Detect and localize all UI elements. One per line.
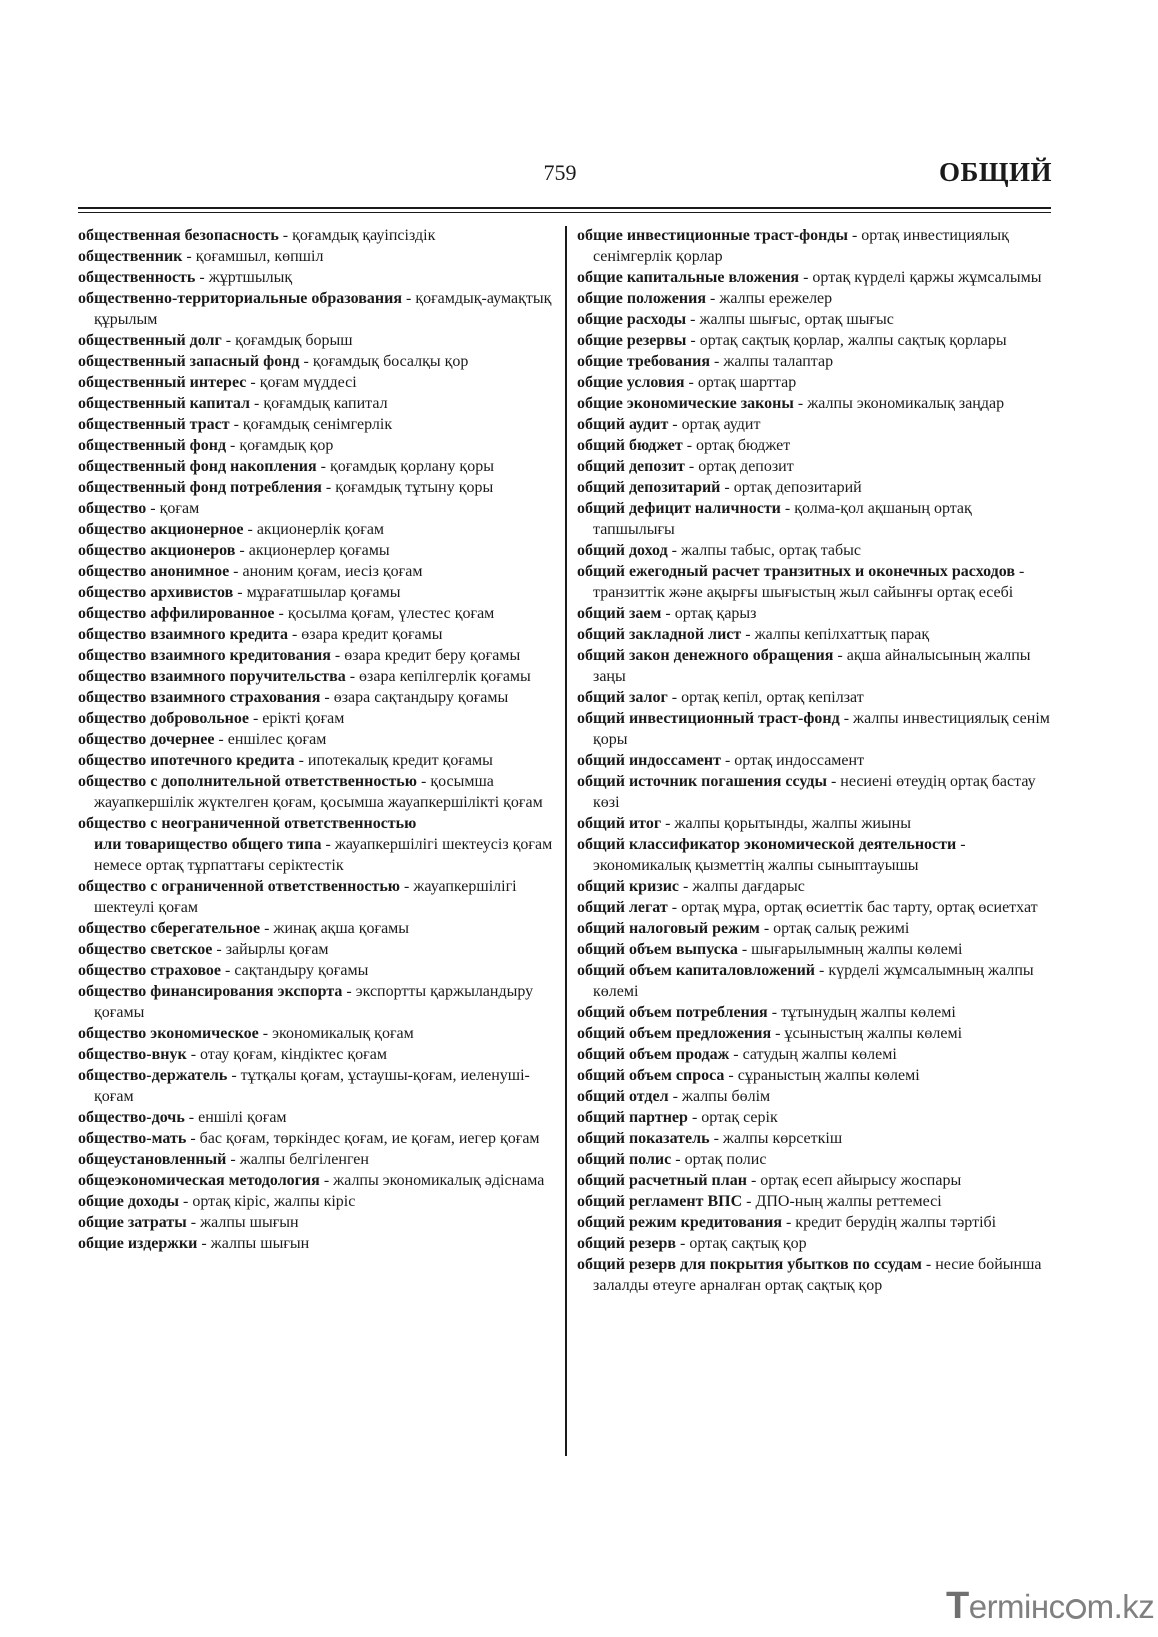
entry-translation: - еншілі қоғам (184, 1109, 287, 1126)
dictionary-entry (78, 246, 560, 267)
entry-term: общий депозит (577, 458, 685, 475)
dictionary-entry (78, 1023, 560, 1044)
dictionary-entry (577, 876, 1057, 897)
entry-translation: - жалпы шығыс, ортақ шығыс (686, 311, 894, 328)
dictionary-entry (78, 540, 560, 561)
entry-term: общий объем спроса (577, 1067, 725, 1084)
entry-term: общие резервы (577, 332, 687, 349)
dictionary-entry (577, 561, 1057, 603)
left-column (78, 225, 560, 1254)
dictionary-entry (577, 225, 1057, 267)
dictionary-entry (577, 267, 1057, 288)
dictionary-entry (577, 1191, 1057, 1212)
entry-term: общественный интерес (78, 374, 247, 391)
dictionary-entry (78, 1170, 560, 1191)
entry-term: общий полис (577, 1151, 672, 1168)
dictionary-entry (78, 939, 560, 960)
page-number: 759 (543, 160, 577, 185)
dictionary-entry (78, 645, 560, 666)
entry-translation: - аноним қоғам, иесіз қоғам (229, 563, 423, 580)
dictionary-entry (577, 918, 1057, 939)
entry-term: общественный фонд потребления (78, 479, 322, 496)
entry-term: общий объем предложения (577, 1025, 772, 1042)
entry-translation: - өзара кредит беру қоғамы (330, 647, 521, 664)
entry-term: общий объем капиталовложений (577, 962, 816, 979)
entry-term: общественный капитал (78, 395, 251, 412)
entry-translation: - ортақ шарттар (684, 374, 797, 391)
entry-term: общие затраты (78, 1214, 187, 1231)
dictionary-entry (78, 225, 560, 246)
entry-term: общественность (78, 269, 196, 286)
dictionary-entry (577, 393, 1057, 414)
entry-translation: - қоғамшыл, көпшіл (182, 248, 324, 265)
dictionary-entry (577, 897, 1057, 918)
entry-translation: - ортақ есеп айырысу жоспары (746, 1172, 962, 1189)
entry-translation: - ұсыныстың жалпы көлемі (771, 1025, 963, 1042)
entry-term: общий заем (577, 605, 662, 622)
dictionary-entry (78, 834, 560, 876)
entry-term: общий кризис (577, 878, 680, 895)
entry-translation: - қоғамдық қор (226, 437, 334, 454)
entry-term: общество взаимного кредита (78, 626, 288, 643)
dictionary-entry (577, 645, 1057, 687)
entry-term: общий индоссамент (577, 752, 721, 769)
entry-term: или товарищество общего типа (94, 836, 322, 853)
dictionary-entry (78, 750, 560, 771)
entry-term: общество дочернее (78, 731, 215, 748)
dictionary-entry (78, 1065, 560, 1107)
dictionary-entry (78, 708, 560, 729)
entry-term: общий закладной лист (577, 626, 742, 643)
dictionary-entry (78, 435, 560, 456)
dictionary-entry (577, 1128, 1057, 1149)
entry-translation: - қосымша жауапкершілік жүктелген қоғам, қосымша жауапкершілікті қоғам (94, 773, 543, 811)
entry-term: общество добровольное (78, 710, 249, 727)
dictionary-entry (577, 771, 1057, 813)
dictionary-entry (577, 435, 1057, 456)
entry-translation: - несие бойынша залалды өтеуге арналған ортақ сақтық қор (593, 1256, 1042, 1294)
right-column (577, 225, 1057, 1296)
entry-term: общий бюджет (577, 437, 683, 454)
dictionary-entry (577, 1065, 1057, 1086)
entry-term: общество архивистов (78, 584, 234, 601)
dictionary-entry (577, 1086, 1057, 1107)
entry-translation: - сатудың жалпы көлемі (729, 1046, 897, 1063)
entry-term: общий инвестиционный траст-фонд (577, 710, 840, 727)
dictionary-entry (78, 960, 560, 981)
entry-translation: - қосылма қоғам, үлестес қоғам (274, 605, 495, 622)
entry-term: общий ежегодный расчет транзитных и оконечных расходов (577, 563, 1015, 580)
entry-translation: - жалпы шығын (186, 1214, 299, 1231)
dictionary-entry (577, 309, 1057, 330)
entry-term: общеустановленный (78, 1151, 227, 1168)
entry-translation: - қоғамдық босалқы қор (299, 353, 469, 370)
dictionary-entry (78, 1233, 560, 1254)
entry-translation: - ортақ қарыз (661, 605, 757, 622)
entry-translation: - қоғамдық сенімгерлік (229, 416, 393, 433)
entry-translation: - қоғамдық капитал (250, 395, 388, 412)
entry-term: общество с ограниченной ответственностью (78, 878, 401, 895)
entry-term: общество финансирования экспорта (78, 983, 343, 1000)
entry-translation: - ортақ күрделі қаржы жұмсалымы (799, 269, 1042, 286)
dictionary-entry (78, 582, 560, 603)
entry-term: общий объем выпуска (577, 941, 738, 958)
entry-term: общие капитальные вложения (577, 269, 800, 286)
entry-translation: - қоғамдық тұтыну қоры (321, 479, 494, 496)
dictionary-entry (78, 813, 560, 834)
watermark-part2: m.kz (1086, 1588, 1155, 1625)
entry-translation: - жауапкершілігі шектеусіз қоғам немесе ортақ тұрпаттағы серіктестік (94, 836, 553, 874)
entry-translation: - қоғам мүддесі (246, 374, 357, 391)
dictionary-entry (78, 456, 560, 477)
header-rule-thick (78, 207, 1051, 209)
dictionary-entry (577, 960, 1057, 1002)
entry-term: общество (78, 500, 147, 517)
entry-term: общий источник погашения ссуды (577, 773, 827, 790)
entry-term: общий показатель (577, 1130, 710, 1147)
dictionary-entry (78, 729, 560, 750)
dictionary-entry (78, 876, 560, 918)
entry-term: общество акционерное (78, 521, 244, 538)
dictionary-entry (78, 351, 560, 372)
entry-translation: - ортақ полис (671, 1151, 767, 1168)
entry-translation: - ортақ бюджет (682, 437, 791, 454)
entry-term: общественник (78, 248, 183, 265)
entry-translation: - ақша айналысының жалпы заңы (593, 647, 1031, 685)
entry-term: общественный фонд накопления (78, 458, 317, 475)
entry-translation: - экономикалық қоғам (258, 1025, 414, 1042)
entry-translation: - еншілес қоғам (214, 731, 327, 748)
entry-term: общий дефицит наличности (577, 500, 781, 517)
entry-term: общеэкономическая методология (78, 1172, 320, 1189)
dictionary-entry (577, 1212, 1057, 1233)
watermark-part1: ermінс (968, 1588, 1065, 1625)
entry-term: общество с дополнительной ответственностью (78, 773, 417, 790)
dictionary-entry (577, 687, 1057, 708)
dictionary-entry (577, 456, 1057, 477)
entry-translation: - ортақ сақтық қор (676, 1235, 807, 1252)
dictionary-entry (78, 477, 560, 498)
dictionary-entry (78, 414, 560, 435)
entry-term: общий итог (577, 815, 662, 832)
dictionary-entry (577, 939, 1057, 960)
dictionary-entry (78, 918, 560, 939)
entry-translation: - тұтқалы қоғам, ұстаушы-қоғам, иеленуші-қоғам (94, 1067, 530, 1105)
dictionary-entry (78, 666, 560, 687)
entry-translation: - қоғамдық қорлану қоры (316, 458, 494, 475)
entry-translation: - жалпы экономикалық заңдар (793, 395, 1005, 412)
dictionary-entry (577, 1044, 1057, 1065)
dictionary-entry (577, 603, 1057, 624)
dictionary-entry (577, 372, 1057, 393)
entry-translation: - жалпы инвестициялық сенім қоры (593, 710, 1050, 748)
entry-translation: - сұраныстың жалпы көлемі (724, 1067, 920, 1084)
entry-translation: - кредит берудің жалпы тәртібі (781, 1214, 997, 1231)
dictionary-entry (78, 1191, 560, 1212)
entry-term: общественный траст (78, 416, 230, 433)
entry-translation: - ортақ индоссамент (720, 752, 865, 769)
dictionary-entry (577, 477, 1057, 498)
entry-term: общий резерв (577, 1235, 677, 1252)
entry-term: общий объем потребления (577, 1004, 768, 1021)
entry-term: общий доход (577, 542, 668, 559)
dictionary-entry (78, 771, 560, 813)
entry-translation: - бас қоғам, төркіндес қоғам, ие қоғам, иегер қоғам (186, 1130, 540, 1147)
entry-translation: - жалпы ережелер (706, 290, 833, 307)
dictionary-entry (577, 750, 1057, 771)
entry-term: общие расходы (577, 311, 687, 328)
entry-translation: - ортақ депозит (684, 458, 794, 475)
entry-term: общий закон денежного обращения (577, 647, 834, 664)
dictionary-entry (78, 267, 560, 288)
entry-translation: - ерікті қоғам (248, 710, 345, 727)
entry-translation: - жалпы табыс, ортақ табыс (667, 542, 862, 559)
entry-translation: - өзара кредит қоғамы (287, 626, 443, 643)
dictionary-entry (78, 603, 560, 624)
entry-translation: - тұтынудың жалпы көлемі (767, 1004, 956, 1021)
dictionary-entry (78, 561, 560, 582)
entry-term: общие требования (577, 353, 711, 370)
dictionary-entry (78, 1107, 560, 1128)
entry-translation: - ортақ сақтық қорлар, жалпы сақтық қорлары (686, 332, 1007, 349)
entry-term: общие доходы (78, 1193, 180, 1210)
entry-term: общество сберегательное (78, 920, 261, 937)
entry-term: общие издержки (78, 1235, 198, 1252)
entry-translation: - жалпы экономикалық әдіснама (319, 1172, 545, 1189)
entry-translation: - акционерлер қоғамы (235, 542, 390, 559)
entry-term: общий классификатор экономической деятельности (577, 836, 957, 853)
entry-term: общество акционеров (78, 542, 236, 559)
dictionary-entry (78, 1212, 560, 1233)
entry-translation: - жауапкершілігі шектеулі қоғам (94, 878, 517, 916)
dictionary-entry (577, 1149, 1057, 1170)
entry-translation: - жинақ ақша қоғамы (260, 920, 410, 937)
entry-term: общий партнер (577, 1109, 688, 1126)
dictionary-entry (577, 1107, 1057, 1128)
entry-translation: - ДПО-ның жалпы реттемесі (742, 1193, 942, 1210)
entry-translation: - экспортты қаржыландыру қоғамы (94, 983, 534, 1021)
entry-translation: - экономикалық қызметтің жалпы сыныптауышы (593, 836, 966, 874)
watermark-text (946, 1585, 1154, 1628)
entry-translation: - қоғамдық қауіпсіздік (278, 227, 436, 244)
entry-term: общественный долг (78, 332, 222, 349)
dictionary-entry (78, 1044, 560, 1065)
dictionary-entry (577, 1233, 1057, 1254)
entry-translation: - жалпы бөлім (668, 1088, 771, 1105)
entry-term: общий легат (577, 899, 668, 916)
entry-term: общий отдел (577, 1088, 669, 1105)
dictionary-entry (78, 330, 560, 351)
dictionary-entry (78, 498, 560, 519)
entry-translation: - ортақ кепіл, ортақ кепілзат (667, 689, 864, 706)
entry-translation: - ортақ салық режимі (759, 920, 910, 937)
dictionary-entry (78, 519, 560, 540)
entry-term: общие инвестиционные траст-фонды (577, 227, 848, 244)
entry-translation: - жалпы көрсеткіш (709, 1130, 843, 1147)
entry-translation: - өзара сақтандыру қоғамы (320, 689, 509, 706)
entry-term: общество ипотечного кредита (78, 752, 295, 769)
dictionary-entry (78, 393, 560, 414)
entry-translation: - қоғам (146, 500, 200, 517)
dictionary-entry (78, 1149, 560, 1170)
entry-term: общественная безопасность (78, 227, 279, 244)
entry-translation: - ипотекалық кредит қоғамы (294, 752, 493, 769)
dictionary-entry (577, 330, 1057, 351)
entry-term: общественный запасный фонд (78, 353, 300, 370)
dictionary-entry (78, 981, 560, 1023)
dictionary-entry (577, 288, 1057, 309)
entry-term: общество-дочь (78, 1109, 185, 1126)
dictionary-entry (577, 540, 1057, 561)
entry-term: общество страховое (78, 962, 221, 979)
dictionary-entry (577, 1002, 1057, 1023)
entry-translation: - транзиттік және ақырғы шығыстың жыл сайынғы ортақ есебі (593, 563, 1025, 601)
entry-translation: - ортақ аудит (668, 416, 761, 433)
dictionary-entry (577, 414, 1057, 435)
entry-translation: - мұрағатшылар қоғамы (233, 584, 401, 601)
entry-term: общий резерв для покрытия убытков по ссудам (577, 1256, 922, 1273)
entry-term: общий депозитарий (577, 479, 721, 496)
entry-translation: - жалпы дағдарыс (679, 878, 805, 895)
entry-translation: - жалпы белгіленген (226, 1151, 369, 1168)
header-rule-thin (78, 212, 1051, 213)
watermark-logo (946, 1585, 1155, 1629)
entry-translation: - сақтандыру қоғамы (220, 962, 369, 979)
dictionary-entry (78, 288, 560, 330)
dictionary-entry (577, 351, 1057, 372)
dictionary-entry (577, 813, 1057, 834)
entry-translation: - жалпы қорытынды, жалпы жиыны (661, 815, 911, 832)
dictionary-entry (78, 372, 560, 393)
entry-translation: - ортақ депозитарий (720, 479, 862, 496)
column-divider (565, 226, 567, 1456)
entry-term: общество взаимного кредитования (78, 647, 331, 664)
entry-translation: - зайырлы қоғам (212, 941, 329, 958)
dictionary-entry (577, 708, 1057, 750)
entry-term: общий объем продаж (577, 1046, 730, 1063)
entry-term: общество анонимное (78, 563, 230, 580)
running-head: ОБЩИЙ (938, 157, 1052, 187)
entry-term: общий залог (577, 689, 668, 706)
entry-term: общий регламент ВПС (577, 1193, 743, 1210)
entry-translation: - жалпы кепілхаттық парақ (741, 626, 930, 643)
entry-term: общий аудит (577, 416, 669, 433)
entry-term: общие положения (577, 290, 706, 307)
entry-term: общество взаимного поручительства (78, 668, 346, 685)
entry-translation: - ортақ мұра, ортақ өсиеттік бас тарту, ортақ өсиетхат (667, 899, 1038, 916)
entry-term: общий расчетный план (577, 1172, 747, 1189)
entry-translation: - қолма-қол ақшаның ортақ тапшылығы (593, 500, 972, 538)
entry-term: общество-держатель (78, 1067, 228, 1084)
entry-term: общество-внук (78, 1046, 187, 1063)
entry-term: общий налоговый режим (577, 920, 760, 937)
entry-translation: - жұртшылық (195, 269, 293, 286)
dictionary-entry (577, 834, 1057, 876)
entry-translation: - несиені өтеудің ортақ бастау көзі (593, 773, 1036, 811)
entry-term: общие экономические законы (577, 395, 794, 412)
entry-term: общественно-территориальные образования (78, 290, 402, 307)
entry-translation: - қоғамдық борыш (221, 332, 353, 349)
entry-translation: - шығарылымның жалпы көлемі (737, 941, 963, 958)
dictionary-entry (577, 1170, 1057, 1191)
watermark-first-letter: T (946, 1585, 969, 1627)
dictionary-entry (577, 1254, 1057, 1296)
dictionary-entry (78, 624, 560, 645)
dictionary-entry (78, 1128, 560, 1149)
watermark-o-circle (1066, 1599, 1086, 1619)
entry-term: общество взаимного страхования (78, 689, 321, 706)
entry-translation: - жалпы талаптар (710, 353, 834, 370)
entry-translation: - өзара кепілгерлік қоғамы (345, 668, 531, 685)
dictionary-entry (577, 1023, 1057, 1044)
entry-term: общество экономическое (78, 1025, 259, 1042)
entry-term: общество светское (78, 941, 213, 958)
entry-term: общество-мать (78, 1130, 187, 1147)
entry-translation: - ортақ кіріс, жалпы кіріс (179, 1193, 356, 1210)
entry-translation: - отау қоғам, кіндіктес қоғам (186, 1046, 387, 1063)
entry-term: общество аффилированное (78, 605, 275, 622)
dictionary-entry (78, 687, 560, 708)
entry-term: общественный фонд (78, 437, 227, 454)
dictionary-entry (577, 498, 1057, 540)
entry-translation: - күрделі жұмсалымның жалпы көлемі (593, 962, 1034, 1000)
entry-translation: - акционерлік қоғам (243, 521, 385, 538)
dictionary-entry (577, 624, 1057, 645)
entry-translation: - қоғамдық-аумақтық құрылым (94, 290, 552, 328)
entry-term: общество с неограниченной ответственностью (78, 815, 417, 832)
entry-translation: - ортақ инвестициялық сенімгерлік қорлар (593, 227, 1009, 265)
entry-term: общие условия (577, 374, 685, 391)
entry-translation: - ортақ серік (687, 1109, 778, 1126)
entry-term: общий режим кредитования (577, 1214, 782, 1231)
entry-translation: - жалпы шығын (197, 1235, 310, 1252)
